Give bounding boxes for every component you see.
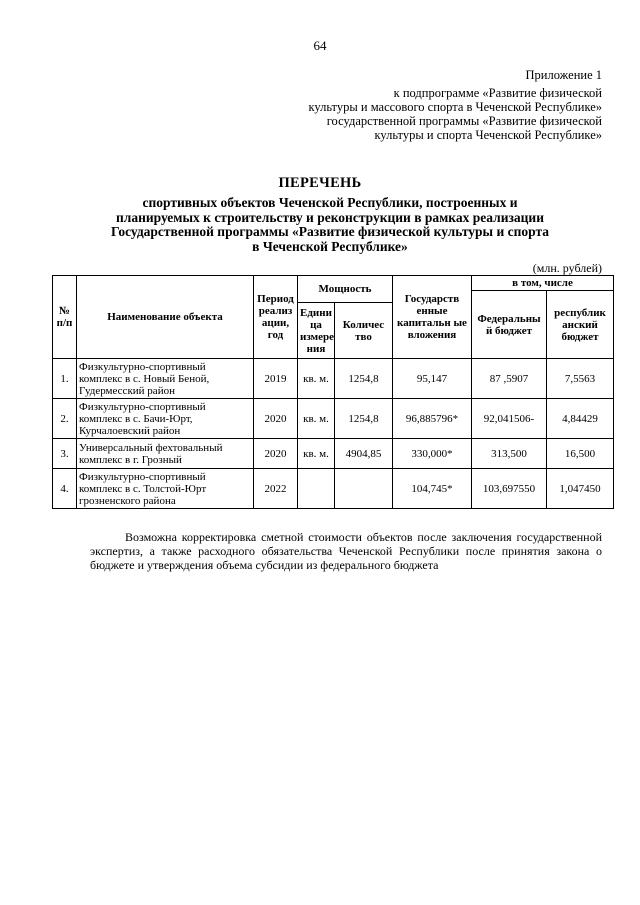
row-unit (298, 469, 335, 509)
row-republic: 4,84429 (547, 399, 614, 439)
row-state: 96,885796* (393, 399, 472, 439)
appendix-line: культуры и массового спорта в Чеченской Республике» (308, 100, 602, 114)
header-unit: Едини ца измере ния (298, 303, 335, 359)
header-quantity: Количес тво (335, 303, 393, 359)
row-unit: кв. м. (298, 359, 335, 399)
row-unit: кв. м. (298, 399, 335, 439)
footnote (90, 530, 602, 572)
row-period: 2022 (254, 469, 298, 509)
header-capacity: Мощность (298, 276, 393, 303)
row-state: 104,745* (393, 469, 472, 509)
row-period: 2019 (254, 359, 298, 399)
row-republic: 1,047450 (547, 469, 614, 509)
header-including: в том, числе (472, 276, 614, 291)
row-name: Физкультурно-спортивный комплекс в с. Новый Беной, Гудермесский район (77, 359, 254, 399)
header-num: № п/п (53, 276, 77, 359)
appendix-line: к подпрограмме «Развитие физической (393, 86, 602, 100)
appendix-line: культуры и спорта Чеченской Республике» (374, 128, 602, 142)
subtitle-line: Государственной программы «Развитие физической культуры и спорта (110, 224, 550, 239)
footnote-body: Возможна корректировка сметной стоимости объектов после заключения государственной экспертиз, а также расходного обязательства Чеченской Республики после принятия закона о бюджете и утверждения объема субсидии из федерального бюджета (90, 530, 602, 572)
table-row (53, 359, 614, 399)
row-num: 3. (53, 439, 77, 469)
row-num: 1. (53, 359, 77, 399)
row-num: 2. (53, 399, 77, 439)
row-num: 4. (53, 469, 77, 509)
row-federal: 103,697550 (472, 469, 547, 509)
header-name: Наименование объекта (77, 276, 254, 359)
row-republic: 16,500 (547, 439, 614, 469)
row-quantity: 4904,85 (335, 439, 393, 469)
document-title: ПЕРЕЧЕНЬ (278, 175, 362, 191)
objects-table (52, 275, 614, 509)
header-period: Период реализ ации, год (254, 276, 298, 359)
row-unit: кв. м. (298, 439, 335, 469)
row-name: Физкультурно-спортивный комплекс в с. Бачи-Юрт, Курчалоевский район (77, 399, 254, 439)
footnote-text (90, 530, 602, 572)
appendix-block (242, 86, 602, 142)
subtitle-line: спортивных объектов Чеченской Республики, построенных и (142, 195, 518, 210)
subtitle-line: планируемых к строительству и реконструкции в рамках реализации (115, 209, 544, 225)
appendix-title: Приложение 1 (525, 68, 602, 82)
header-federal: Федеральны й бюджет (472, 291, 547, 359)
row-quantity: 1254,8 (335, 399, 393, 439)
header-state: Государств енные капитальн ые вложения (393, 276, 472, 359)
header-republic: республик анский бюджет (547, 291, 614, 359)
page-number: 64 (313, 38, 327, 53)
row-quantity (335, 469, 393, 509)
row-republic: 7,5563 (547, 359, 614, 399)
row-quantity: 1254,8 (335, 359, 393, 399)
table-row (53, 439, 614, 469)
table-row (53, 399, 614, 439)
row-period: 2020 (254, 399, 298, 439)
units-label: (млн. рублей) (532, 261, 602, 275)
row-federal: 87 ,5907 (472, 359, 547, 399)
row-state: 95,147 (393, 359, 472, 399)
row-name: Физкультурно-спортивный комплекс в с. Толстой-Юрт грозненского района (77, 469, 254, 509)
subtitle-line: в Чеченской Республике» (252, 238, 408, 254)
document-subtitle (90, 196, 570, 254)
table-row (53, 469, 614, 509)
row-federal: 313,500 (472, 439, 547, 469)
row-state: 330,000* (393, 439, 472, 469)
row-period: 2020 (254, 439, 298, 469)
row-name: Универсальный фехтовальный комплекс в г. Грозный (77, 439, 254, 469)
row-federal: 92,041506- (472, 399, 547, 439)
appendix-line: государственной программы «Развитие физической (326, 114, 602, 128)
